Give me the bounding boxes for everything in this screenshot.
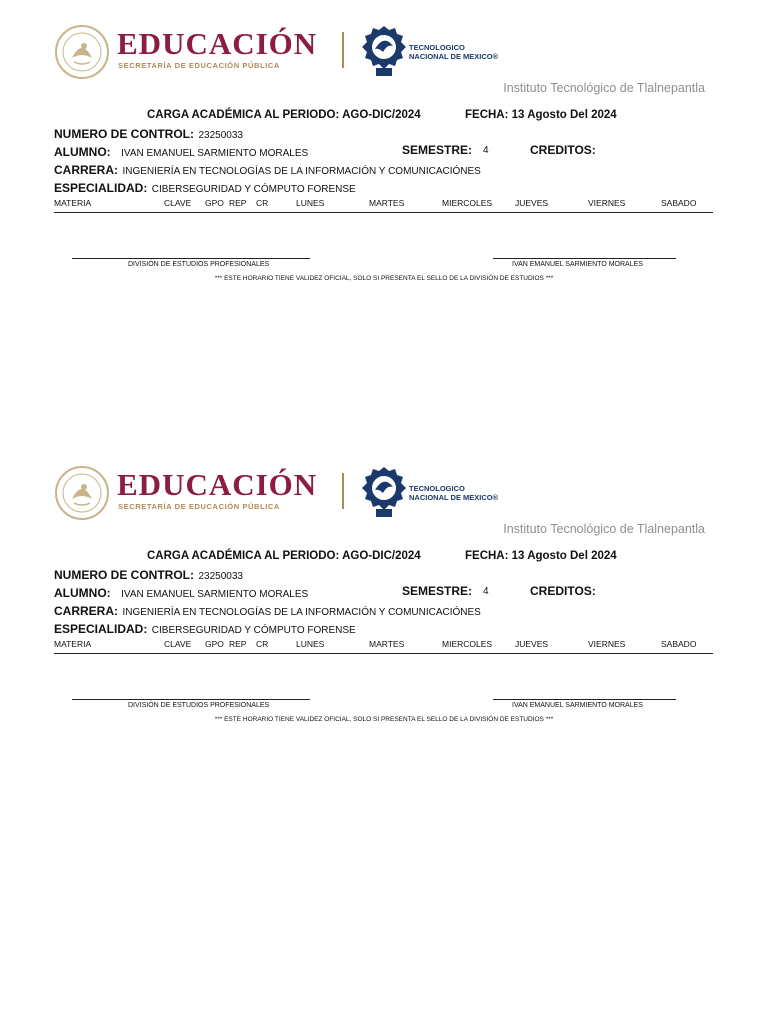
career-row [54, 161, 481, 179]
brand-title: EDUCACIÓN [117, 26, 318, 61]
column-header-viernes: VIERNES [588, 198, 626, 208]
specialty-row [54, 620, 356, 638]
credits-label: CREDITOS: [530, 584, 596, 598]
table-header-rule [54, 212, 713, 213]
column-header-viernes: VIERNES [588, 639, 626, 649]
career-value: INGENIERÍA EN TECNOLOGÍAS DE LA INFORMACIÓN Y COMUNICACIÓNES [122, 166, 481, 177]
schedule-sheet-2 [0, 441, 768, 771]
specialty-value: CIBERSEGURIDAD Y CÓMPUTO FORENSE [151, 184, 356, 195]
signature-line-division [72, 699, 310, 700]
signature-line-division [72, 258, 310, 259]
signature-label-division: DIVISIÓN DE ESTUDIOS PROFESIONALES [128, 261, 270, 268]
tecnm-line-1: TECNOLOGICO [409, 484, 465, 493]
specialty-row [54, 179, 356, 197]
column-header-jueves: JUEVES [515, 639, 549, 649]
column-header-clave: CLAVE [164, 639, 192, 649]
brand-divider [342, 473, 344, 509]
validity-note: *** ESTE HORARIO TIENE VALIDEZ OFICIAL, SOLO SI PRESENTA EL SELLO DE LA DIVISIÓN DE ESTUDIOS *** [214, 275, 554, 282]
career-row [54, 602, 481, 620]
period-heading: CARGA ACADÉMICA AL PERIODO: AGO-DIC/2024 [147, 109, 421, 121]
validity-note: *** ESTE HORARIO TIENE VALIDEZ OFICIAL, SOLO SI PRESENTA EL SELLO DE LA DIVISIÓN DE ESTUDIOS *** [214, 716, 554, 723]
tecnm-line-1: TECNOLOGICO [409, 43, 465, 52]
signature-label-student: IVAN EMANUEL SARMIENTO MORALES [512, 261, 643, 268]
control-value: 23250033 [198, 571, 243, 582]
schedule-sheet-1 [0, 0, 768, 330]
column-header-rep: REP [229, 198, 247, 208]
student-value: IVAN EMANUEL SARMIENTO MORALES [121, 148, 309, 159]
mexico-seal-icon [54, 465, 110, 521]
column-header-rep: REP [229, 639, 247, 649]
tecnm-line-2: NACIONAL DE MEXICO® [409, 52, 499, 61]
signature-line-student [493, 699, 676, 700]
semester-value: 4 [483, 145, 489, 156]
specialty-label: ESPECIALIDAD: [54, 181, 148, 195]
signature-line-student [493, 258, 676, 259]
date-heading: FECHA: 13 Agosto Del 2024 [465, 550, 617, 562]
career-label: CARRERA: [54, 163, 118, 177]
column-header-materia: MATERIA [54, 639, 92, 649]
signature-label-student: IVAN EMANUEL SARMIENTO MORALES [512, 702, 643, 709]
mexico-seal-icon [54, 24, 110, 80]
date-heading: FECHA: 13 Agosto Del 2024 [465, 109, 617, 121]
column-header-lunes: LUNES [296, 198, 325, 208]
specialty-label: ESPECIALIDAD: [54, 622, 148, 636]
student-row [54, 584, 308, 602]
control-number-row [54, 566, 243, 584]
control-label: NUMERO DE CONTROL: [54, 568, 194, 582]
tecnm-gear-logo-icon [361, 465, 407, 519]
column-header-clave: CLAVE [164, 198, 192, 208]
tecnm-line-2: NACIONAL DE MEXICO® [409, 493, 499, 502]
student-row [54, 143, 308, 161]
student-value: IVAN EMANUEL SARMIENTO MORALES [121, 589, 309, 600]
column-header-materia: MATERIA [54, 198, 92, 208]
semester-label: SEMESTRE: [402, 584, 473, 598]
tecnm-gear-logo-icon [361, 24, 407, 78]
column-header-gpo: GPO [205, 198, 224, 208]
column-header-sabado: SABADO [661, 639, 697, 649]
brand-subtitle: SECRETARÍA DE EDUCACIÓN PÚBLICA [118, 502, 280, 511]
tecnm-wordmark [409, 43, 498, 61]
career-value: INGENIERÍA EN TECNOLOGÍAS DE LA INFORMACIÓN Y COMUNICACIÓNES [122, 607, 481, 618]
column-header-jueves: JUEVES [515, 198, 549, 208]
student-label: ALUMNO: [54, 145, 111, 159]
column-header-cr: CR [256, 639, 269, 649]
period-heading: CARGA ACADÉMICA AL PERIODO: AGO-DIC/2024 [147, 550, 421, 562]
brand-divider [342, 32, 344, 68]
signature-label-division: DIVISIÓN DE ESTUDIOS PROFESIONALES [128, 702, 270, 709]
semester-label: SEMESTRE: [402, 143, 473, 157]
institute-name: Instituto Tecnológico de Tlalnepantla [503, 81, 705, 95]
brand-subtitle: SECRETARÍA DE EDUCACIÓN PÚBLICA [118, 61, 280, 70]
column-header-miercoles: MIERCOLES [442, 639, 493, 649]
tecnm-wordmark [409, 484, 498, 502]
column-header-gpo: GPO [205, 639, 224, 649]
institute-name: Instituto Tecnológico de Tlalnepantla [503, 522, 705, 536]
control-number-row [54, 125, 243, 143]
column-header-lunes: LUNES [296, 639, 325, 649]
credits-label: CREDITOS: [530, 143, 596, 157]
column-header-martes: MARTES [369, 198, 405, 208]
column-header-martes: MARTES [369, 639, 405, 649]
column-header-miercoles: MIERCOLES [442, 198, 493, 208]
student-label: ALUMNO: [54, 586, 111, 600]
table-header-rule [54, 653, 713, 654]
control-value: 23250033 [198, 130, 243, 141]
semester-value: 4 [483, 586, 489, 597]
column-header-sabado: SABADO [661, 198, 697, 208]
control-label: NUMERO DE CONTROL: [54, 127, 194, 141]
brand-title: EDUCACIÓN [117, 467, 318, 502]
column-header-cr: CR [256, 198, 269, 208]
career-label: CARRERA: [54, 604, 118, 618]
specialty-value: CIBERSEGURIDAD Y CÓMPUTO FORENSE [151, 625, 356, 636]
